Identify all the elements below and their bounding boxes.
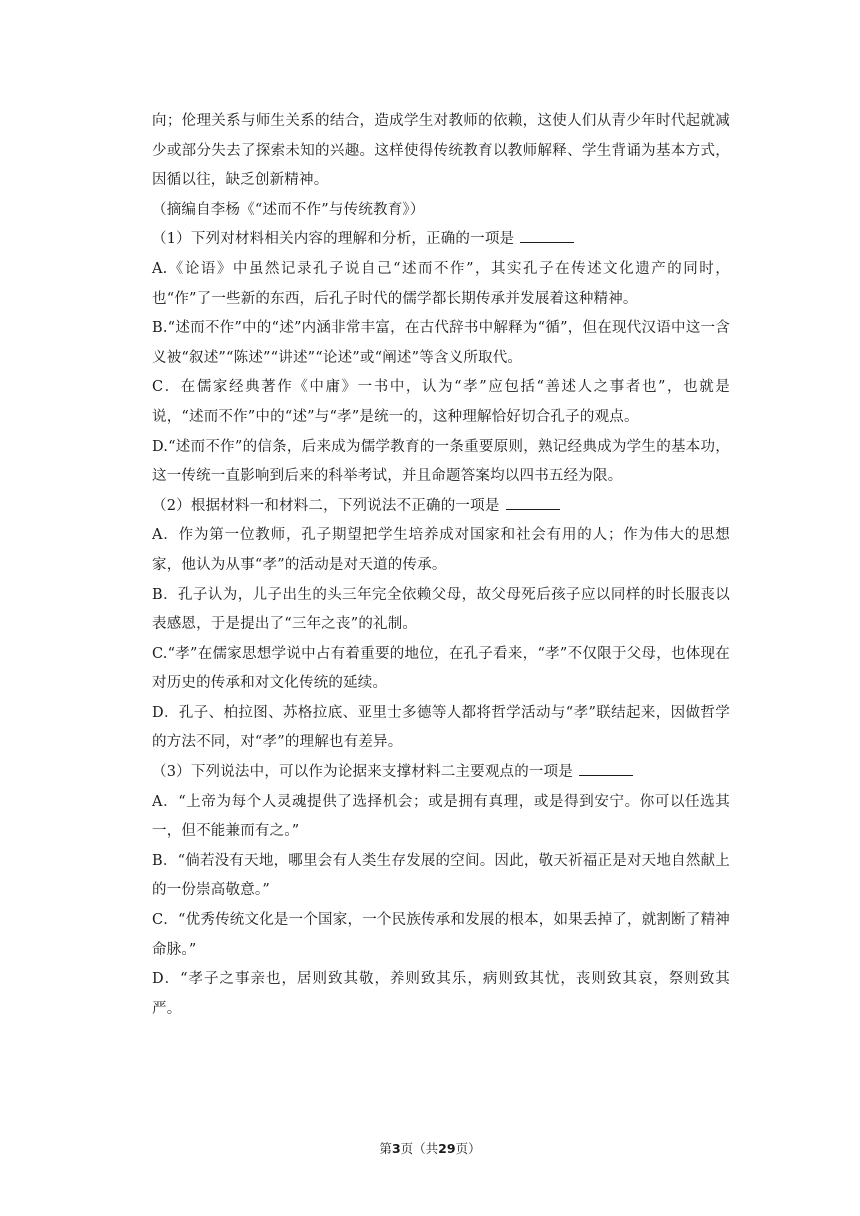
question-1-option-a: A.《论语》中虽然记录孔子说自己“述而不作”，其实孔子在传述文化遗产的同时，也“作”了一些新的东西，后孔子时代的儒学都长期传承并发展着这种精神。 [152,260,730,307]
passage-continuation: 向；伦理关系与师生关系的结合，造成学生对教师的依赖，这使人们从青少年时代起就减少或部分失去了探索未知的兴趣。这样使得传统教育以教师解释、学生背诵为基本方式，因循以往，缺乏创新精神。 [152,113,730,189]
answer-blank[interactable] [506,495,560,510]
total-pages: 29 [438,1141,456,1156]
question-3-stem: （3）下列说法中，可以作为论据来支撑材料二主要观点的一项是 [152,758,730,788]
passage-source: （摘编自李杨《“述而不作”与传统教育》） [152,201,425,218]
question-2-option-b: B．孔子认为，儿子出生的头三年完全依赖父母，故父母死后孩子应以同样的时长服丧以表感恩，于是提出了“三年之丧”的礼制。 [152,586,730,633]
question-1-option-b: B.“述而不作”中的“述”内涵非常丰富，在古代辞书中解释为“循”，但在现代汉语中这一含义被“叙述”“陈述”“讲述”“论述”或“阐述”等含义所取代。 [152,320,730,366]
answer-blank[interactable] [579,761,633,776]
question-3-option-b: B．“倘若没有天地，哪里会有人类生存发展的空间。因此，敬天祈福正是对天地自然献上的一份崇高敬意。” [152,852,730,899]
question-1-option-d: D.“述而不作”的信条，后来成为儒学教育的一条重要原则，熟记经典成为学生的基本功，这一传统一直影响到后来的科举考试，并且命题答案均以四书五经为限。 [152,438,730,485]
question-1-option-c: C．在儒家经典著作《中庸》一书中，认为“孝”应包括“善述人之事者也”，也就是说，“述而不作”中的“述”与“孝”是统一的，这种理解恰好切合孔子的观点。 [152,379,730,425]
question-2-stem: （2）根据材料一和材料二，下列说法不正确的一项是 [152,492,730,522]
answer-blank[interactable] [520,228,574,243]
page-footer: 第3页（共29页） [379,1141,481,1156]
page-content [152,107,730,1024]
page-number: 3 [391,1141,401,1156]
question-1-stem: （1）下列对材料相关内容的理解和分析，正确的一项是 [152,225,730,255]
question-2-option-c: C.“孝”在儒家思想学说中占有着重要的地位，在孔子看来，“孝”不仅限于父母，也体现在对历史的传承和对文化传统的延续。 [152,645,730,692]
question-3-option-a: A．“上帝为每个人灵魂提供了选择机会；或是拥有真理，或是得到安宁。你可以任选其一，但不能兼而有之。” [152,793,730,840]
question-2-option-a: A．作为第一位教师，孔子期望把学生培养成对国家和社会有用的人；作为伟大的思想家，他认为从事“孝”的活动是对天道的传承。 [152,527,730,573]
question-3-option-d: D．“孝子之事亲也，居则致其敬，养则致其乐，病则致其忧，丧则致其哀，祭则致其严。 [152,971,730,1017]
question-2-option-d: D．孔子、柏拉图、苏格拉底、亚里士多德等人都将哲学活动与“孝”联结起来，因做哲学的方法不同，对“孝”的理解也有差异。 [152,704,730,751]
question-3-option-c: C．“优秀传统文化是一个国家，一个民族传承和发展的根本，如果丢掉了，就割断了精神命脉。” [152,912,730,958]
